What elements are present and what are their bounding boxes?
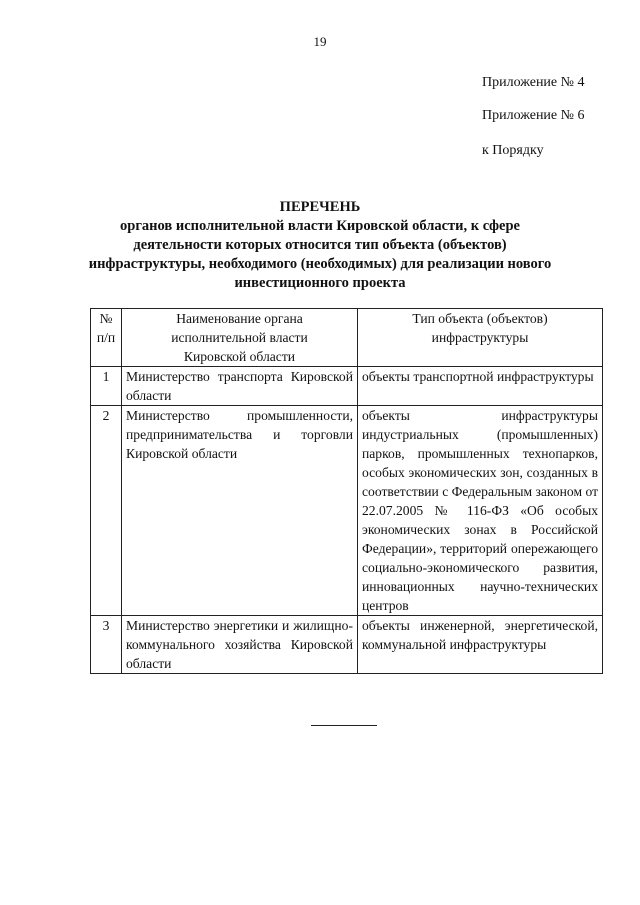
header-number: № п/п <box>91 309 122 367</box>
row-object-type: объекты инженерной, энергетической, коммунальной инфраструктуры <box>358 616 603 674</box>
row-number: 3 <box>91 616 122 674</box>
row-organ: Министерство транспорта Кировской области <box>122 367 358 406</box>
row-organ: Министерство энергетики и жилищно-коммунального хозяйства Кировской области <box>122 616 358 674</box>
annex-procedure: к Порядку <box>482 143 544 158</box>
table-header-row <box>91 309 603 367</box>
annex-line-6: Приложение № 6 <box>482 108 585 123</box>
header-organ: Наименование органа исполнительной власти Кировской области <box>122 309 358 367</box>
title-line-2: деятельности которых относится тип объекта (объектов) <box>133 237 507 253</box>
row-number: 1 <box>91 367 122 406</box>
title-line-1: органов исполнительной власти Кировской области, к сфере <box>120 218 520 234</box>
page-number: 19 <box>313 34 327 49</box>
annex-line-4: Приложение № 4 <box>482 75 585 90</box>
row-object-type: объекты транспортной инфраструктуры <box>358 367 603 406</box>
document-heading: ПЕРЕЧЕНЬ <box>279 199 361 215</box>
end-rule <box>311 725 377 726</box>
row-number: 2 <box>91 406 122 616</box>
title-line-4: инвестиционного проекта <box>234 275 406 291</box>
table-row <box>91 616 603 674</box>
table-row <box>91 367 603 406</box>
header-object-type: Тип объекта (объектов) инфраструктуры <box>358 309 603 367</box>
organs-table <box>90 308 603 674</box>
table-row <box>91 406 603 616</box>
row-object-type: объекты инфраструктуры индустриальных (промышленных) парков, промышленных технопарков, особых экономических зон, созданных в соответствии с Федеральным законом от 22.07.2005 № 116-ФЗ «Об особых экономических зонах в Российской Федерации», территорий опережающего социально-экономического развития, инновационных научно-технических центров <box>358 406 603 616</box>
row-organ: Министерство промышленности, предпринимательства и торговли Кировской области <box>122 406 358 616</box>
title-line-3: инфраструктуры, необходимого (необходимых) для реализации нового <box>88 256 552 272</box>
